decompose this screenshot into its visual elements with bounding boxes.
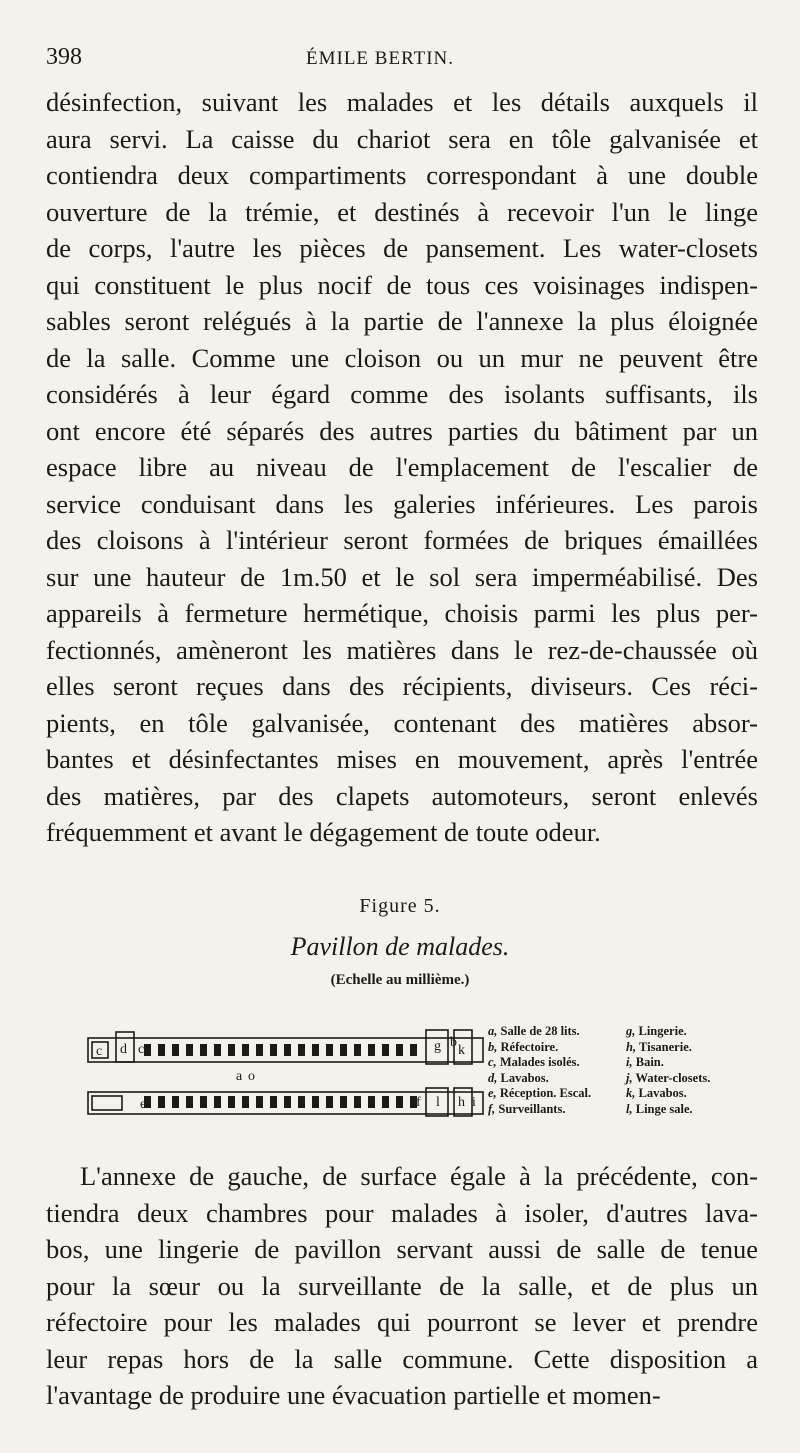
legend-text: Water-closets.	[635, 1070, 711, 1085]
legend-text: Malades isolés.	[499, 1055, 580, 1069]
running-head	[46, 44, 746, 78]
bed-bay	[172, 1096, 179, 1108]
text-line: qui constituent le plus nocif de tous ces voisinages indispen-	[46, 269, 758, 300]
bed-bay	[396, 1044, 403, 1056]
legend-key: k,	[626, 1086, 636, 1100]
bed-bay	[284, 1044, 291, 1056]
legend-key: d,	[488, 1070, 498, 1085]
plan-mark: e	[140, 1097, 147, 1112]
text-line: de corps, l'autre les pièces de pansement. Les water-closets	[46, 233, 758, 263]
text-line: des matières, par des clapets automoteurs, seront enlevés	[46, 780, 758, 811]
bed-bay	[186, 1044, 193, 1056]
legend-item	[488, 1055, 628, 1071]
plan-mark: o	[248, 1069, 255, 1084]
bed-bay	[214, 1096, 221, 1108]
text-line: des cloisons à l'intérieur seront formées de briques émaillées	[46, 525, 758, 555]
plan-mark: i	[472, 1095, 476, 1110]
legend-item	[626, 1071, 758, 1087]
text-line: leur repas hors de la salle commune. Cette disposition a	[46, 1343, 758, 1374]
text-line: service conduisant dans les galeries inférieures. Les parois	[46, 488, 758, 519]
pavilion-floor-plan	[86, 1020, 496, 1130]
legend-item	[488, 1086, 628, 1102]
legend-item	[488, 1102, 628, 1118]
legend-text: Tisanerie.	[638, 1039, 692, 1054]
text-line: elles seront reçues dans des récipients, diviseurs. Ces réci-	[46, 671, 758, 701]
text-line: pients, en tôle galvanisée, contenant des matières absor-	[46, 707, 758, 738]
bed-bay	[256, 1044, 263, 1056]
plan-mark: g	[434, 1039, 441, 1054]
bed-bay	[172, 1044, 179, 1056]
running-title: ÉMILE BERTIN.	[306, 48, 455, 69]
plan-mark: c	[138, 1042, 145, 1057]
text-line: appareils à fermeture hermétique, choisis parmi les plus per-	[46, 598, 758, 628]
bed-bay	[242, 1096, 249, 1108]
bed-bay	[382, 1096, 389, 1108]
text-line: bos, une lingerie de pavillon servant aussi de salle de tenue	[46, 1234, 758, 1264]
legend-key: i,	[626, 1055, 633, 1069]
text-line: contiendra deux compartiments correspondant à une double	[46, 160, 758, 190]
bed-bay	[158, 1044, 165, 1056]
figure-scale: (Echelle au millième.)	[330, 972, 470, 988]
paragraph-two	[46, 1158, 758, 1414]
legend-text: Salle de 28 lits.	[500, 1024, 580, 1038]
bed-bay	[256, 1096, 263, 1108]
legend-key: a,	[488, 1024, 498, 1038]
text-line: sables seront relégués à la partie de l'annexe la plus éloignée	[46, 306, 758, 336]
plan-mark: h	[458, 1095, 465, 1110]
legend-text: Réception. Escal.	[499, 1086, 592, 1100]
legend-key: b,	[488, 1039, 498, 1054]
text-line: réfectoire pour les malades qui pourront se lever et prendre	[46, 1307, 758, 1337]
legend-key: f,	[488, 1101, 496, 1116]
plan-mark: l	[436, 1095, 440, 1110]
legend-key: h,	[626, 1039, 637, 1054]
legend-column-right	[626, 1024, 758, 1117]
legend-item	[488, 1024, 628, 1040]
text-line: espace libre au niveau de l'emplacement de l'escalier de	[46, 452, 758, 482]
legend-text: Lingerie.	[638, 1024, 687, 1038]
text-line: sur une hauteur de 1m.50 et le sol sera imperméabilisé. Des	[46, 561, 758, 592]
bed-bay	[186, 1096, 193, 1108]
bed-bay	[270, 1044, 277, 1056]
bed-bay	[368, 1096, 375, 1108]
bed-bay	[326, 1044, 333, 1056]
text-line: fréquemment et avant le dégagement de toute odeur.	[46, 817, 601, 847]
bed-bay	[242, 1044, 249, 1056]
plan-mark: c	[96, 1044, 103, 1059]
legend-key: g,	[626, 1024, 636, 1038]
legend-text: Lavabos.	[638, 1086, 687, 1100]
legend-key: l,	[626, 1101, 633, 1116]
text-line: ouverture de la trémie, et destinés à recevoir l'un le linge	[46, 196, 758, 227]
text-line: L'annexe de gauche, de surface égale à la précédente, con-	[80, 1161, 758, 1191]
plan-mark: f	[416, 1095, 421, 1110]
legend-key: c,	[488, 1055, 497, 1069]
legend-text: Réfectoire.	[500, 1039, 559, 1054]
bed-bay	[200, 1096, 207, 1108]
bed-bay	[382, 1044, 389, 1056]
bed-bay	[158, 1096, 165, 1108]
bed-bay	[228, 1096, 235, 1108]
legend-column-left	[488, 1024, 628, 1117]
legend-key: j,	[626, 1070, 633, 1085]
bed-bay	[298, 1044, 305, 1056]
legend-text: Linge sale.	[635, 1101, 693, 1116]
bed-bay	[228, 1044, 235, 1056]
bed-bay	[312, 1044, 319, 1056]
plan-mark: k	[458, 1043, 465, 1058]
bed-bay	[326, 1096, 333, 1108]
bed-bay	[340, 1044, 347, 1056]
text-line: l'avantage de produire une évacuation partielle et momen-	[46, 1380, 661, 1410]
paragraph-one	[46, 84, 758, 851]
bed-bay	[214, 1044, 221, 1056]
legend-item	[488, 1071, 628, 1087]
legend-text: Lavabos.	[500, 1070, 549, 1085]
bed-bay	[284, 1096, 291, 1108]
legend-item	[626, 1102, 758, 1118]
figure-label: Figure 5.	[359, 895, 441, 917]
bed-bay	[396, 1096, 403, 1108]
bed-bay	[298, 1096, 305, 1108]
text-line: considérés à leur égard comme des isolants suffisants, ils	[46, 379, 758, 409]
text-line: de la salle. Comme une cloison ou un mur ne peuvent être	[46, 342, 758, 373]
bed-bay	[312, 1096, 319, 1108]
bed-bay	[144, 1044, 151, 1056]
bed-bay	[340, 1096, 347, 1108]
legend-item	[626, 1024, 758, 1040]
bed-bay	[270, 1096, 277, 1108]
plan-mark: b	[450, 1035, 457, 1050]
legend-key: e,	[488, 1086, 497, 1100]
bed-bay	[410, 1044, 417, 1056]
legend-text: Surveillants.	[498, 1101, 566, 1116]
text-line: ont encore été séparés des autres parties du bâtiment par un	[46, 415, 758, 446]
bed-bay	[354, 1044, 361, 1056]
text-line: désinfection, suivant les malades et les détails auxquels il	[46, 87, 758, 117]
page-number: 398	[46, 44, 82, 70]
plan-mark: a	[236, 1069, 243, 1084]
bed-bay	[368, 1044, 375, 1056]
text-line: tiendra deux chambres pour malades à isoler, d'autres lava-	[46, 1197, 758, 1228]
legend-item	[626, 1055, 758, 1071]
legend-item	[626, 1086, 758, 1102]
legend-item	[488, 1040, 628, 1056]
text-line: fectionnés, amèneront les matières dans le rez-de-chaussée où	[46, 634, 758, 665]
legend-text: Bain.	[635, 1055, 664, 1069]
figure-title: Pavillon de malades.	[290, 932, 510, 961]
bed-bay	[200, 1044, 207, 1056]
legend-item	[626, 1040, 758, 1056]
text-line: aura servi. La caisse du chariot sera en tôle galvanisée et	[46, 123, 758, 154]
left-annex-room	[92, 1096, 122, 1110]
text-line: bantes et désinfectantes mises en mouvement, après l'entrée	[46, 744, 758, 774]
plan-mark: d	[120, 1042, 127, 1057]
bed-bay	[354, 1096, 361, 1108]
text-line: pour la sœur ou la surveillante de la salle, et de plus un	[46, 1270, 758, 1301]
